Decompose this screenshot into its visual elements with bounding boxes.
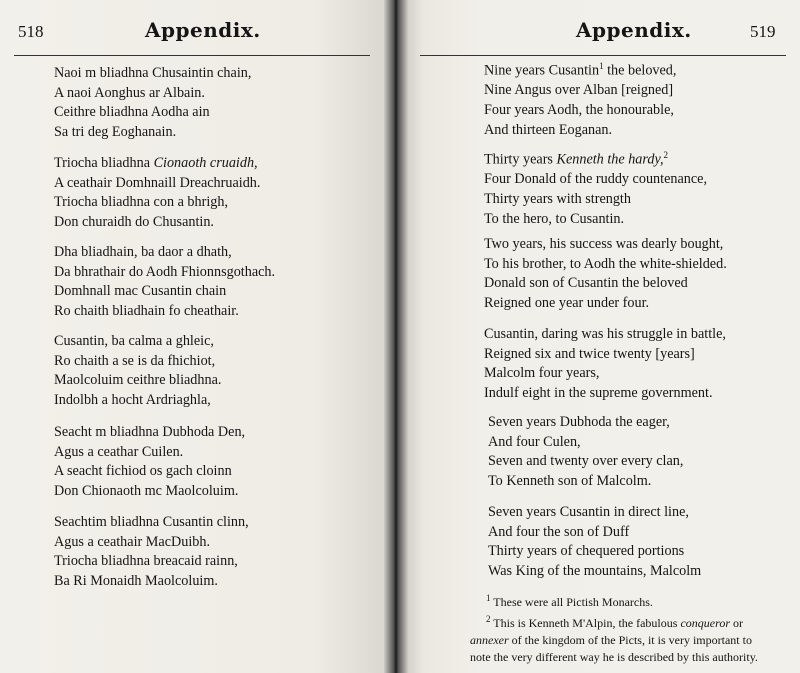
verse-line bbox=[400, 523, 701, 543]
verse-line bbox=[0, 391, 221, 411]
text-segment: Agus a ceathair MacDuibh. bbox=[54, 533, 211, 550]
verse-line bbox=[0, 64, 251, 84]
verse-line bbox=[0, 533, 249, 553]
verse-line bbox=[400, 364, 726, 384]
text-segment: Agus a ceathar Cuilen. bbox=[54, 443, 184, 460]
header-rule-left bbox=[14, 55, 370, 56]
text-segment: Cusantin, daring was his struggle in battle, bbox=[484, 326, 726, 342]
verse-line bbox=[0, 123, 251, 143]
text-segment: Indolbh a hocht Ardriaghla, bbox=[54, 391, 211, 408]
verse-line bbox=[0, 302, 275, 322]
text-segment: Seven and twenty over every clan, bbox=[488, 453, 684, 470]
text-segment: Thirty years of chequered portions bbox=[488, 543, 685, 560]
verse-line bbox=[400, 384, 726, 404]
footnote-line bbox=[470, 632, 758, 649]
text-segment: Seacht m bliadhna Dubhoda Den, bbox=[54, 424, 246, 440]
verse-line bbox=[400, 325, 726, 345]
text-segment: Thirty years with strength bbox=[484, 190, 631, 207]
text-segment: Seven years Cusantin in direct line, bbox=[488, 504, 689, 520]
verse-line bbox=[0, 371, 221, 391]
verse-line bbox=[400, 255, 727, 275]
text-segment: Reigned one year under four. bbox=[484, 294, 650, 311]
stanza bbox=[0, 423, 245, 501]
verse-line bbox=[0, 243, 275, 263]
italic-text: conqueror bbox=[680, 616, 730, 630]
text-segment: Domhnall mac Cusantin chain bbox=[54, 283, 227, 300]
running-head-right: Appendix. bbox=[576, 18, 692, 42]
text-segment: Dha bliadhain, ba daor a dhath, bbox=[54, 244, 232, 260]
stanza bbox=[400, 413, 683, 491]
text-segment: Four years Aodh, the honourable, bbox=[484, 101, 674, 118]
stanza bbox=[400, 146, 707, 229]
footnote-marker: 2 bbox=[486, 614, 491, 624]
text-segment: Triocha bliadhna con a bhrigh, bbox=[54, 194, 229, 211]
text-segment: Ro chaith bliadhain fo cheathair. bbox=[54, 302, 239, 319]
text-segment: Ceithre bliadhna Aodha ain bbox=[54, 104, 210, 121]
verse-line bbox=[0, 552, 249, 572]
text-segment: These were all Pictish Monarchs. bbox=[490, 595, 653, 609]
text-segment: Two years, his success was dearly bought, bbox=[484, 236, 724, 252]
text-segment: And four Culen, bbox=[488, 433, 581, 450]
stanza bbox=[400, 325, 726, 403]
text-segment: Da bhrathair do Aodh Fhionnsgothach. bbox=[54, 263, 276, 280]
stanza bbox=[0, 243, 275, 321]
text-segment: Ro chaith a se is da fhichiot, bbox=[54, 352, 216, 369]
text-segment: Seachtim bliadhna Cusantin clinn, bbox=[54, 514, 249, 530]
footnote-line bbox=[470, 649, 758, 666]
verse-line bbox=[0, 443, 245, 463]
verse-line bbox=[0, 213, 260, 233]
verse-line bbox=[0, 84, 251, 104]
verse-line bbox=[400, 472, 683, 492]
footnote-marker: 1 bbox=[486, 593, 491, 603]
verse-line bbox=[400, 542, 701, 562]
stanza bbox=[0, 332, 221, 410]
text-segment: Don churaidh do Chusantin. bbox=[54, 213, 214, 230]
verse-line bbox=[400, 433, 683, 453]
verse-line bbox=[0, 282, 275, 302]
stanza bbox=[400, 503, 701, 581]
text-segment: or bbox=[729, 616, 743, 630]
verse-line bbox=[400, 503, 701, 523]
stanza bbox=[400, 235, 727, 313]
text-segment: Indulf eight in the supreme government. bbox=[484, 384, 713, 401]
verse-line bbox=[0, 482, 245, 502]
footnote-marker: 2 bbox=[663, 150, 669, 160]
text-segment: Ba Ri Monaidh Maolcoluim. bbox=[54, 572, 218, 589]
verse-line bbox=[0, 174, 260, 194]
italic-text: Cionaoth cruaidh, bbox=[153, 155, 258, 171]
text-segment: Triocha bliadhna breacaid rainn, bbox=[54, 553, 238, 570]
footnotes bbox=[470, 590, 758, 666]
text-segment: note the very different way he is described by this authority. bbox=[470, 650, 758, 664]
verse-line bbox=[400, 170, 707, 190]
verse-line bbox=[400, 345, 726, 365]
text-segment: A seacht fichiod os gach cloinn bbox=[54, 463, 232, 480]
text-segment: Nine Angus over Alban [reigned] bbox=[484, 82, 674, 99]
verse-line bbox=[400, 101, 676, 121]
text-segment: Four Donald of the ruddy countenance, bbox=[484, 171, 707, 188]
text-segment: This is Kenneth M'Alpin, the fabulous bbox=[490, 616, 681, 630]
italic-text: Kenneth the hardy, bbox=[556, 151, 664, 168]
text-segment: of the kingdom of the Picts, it is very important to bbox=[508, 633, 752, 647]
verse-line bbox=[0, 263, 275, 283]
verse-line bbox=[400, 121, 676, 141]
verse-line bbox=[400, 452, 683, 472]
footnote-line bbox=[486, 611, 758, 632]
text-segment: A ceathair Domhnaill Dreachruaidh. bbox=[54, 174, 261, 191]
running-head-left: Appendix. bbox=[145, 18, 261, 42]
verse-line bbox=[0, 352, 221, 372]
text-segment: Donald son of Cusantin the beloved bbox=[484, 275, 688, 292]
text-segment: the beloved, bbox=[603, 62, 677, 79]
text-segment: Reigned six and twice twenty [years] bbox=[484, 345, 695, 362]
text-segment: Sa tri deg Eoghanain. bbox=[54, 123, 177, 140]
right-page bbox=[400, 0, 800, 673]
stanza bbox=[400, 57, 676, 140]
verse-line bbox=[400, 562, 701, 582]
verse-line bbox=[400, 81, 676, 101]
text-segment: Cusantin, ba calma a ghleic, bbox=[54, 333, 214, 349]
text-segment: To the hero, to Cusantin. bbox=[484, 210, 625, 227]
stanza bbox=[0, 513, 249, 591]
verse-line bbox=[0, 513, 249, 533]
text-segment: Maolcoluim ceithre bliadhna. bbox=[54, 372, 222, 389]
text-segment: And four the son of Duff bbox=[488, 523, 630, 540]
text-segment: To his brother, to Aodh the white-shielded. bbox=[484, 255, 727, 272]
book-gutter bbox=[384, 0, 408, 673]
verse-line bbox=[400, 190, 707, 210]
left-page bbox=[0, 0, 392, 673]
stanza bbox=[0, 64, 251, 142]
page-number-left: 518 bbox=[18, 22, 44, 41]
verse-line bbox=[400, 413, 683, 433]
text-segment: And thirteen Eoganan. bbox=[484, 121, 613, 138]
page-number-right: 519 bbox=[750, 22, 776, 41]
text-segment: Was King of the mountains, Malcolm bbox=[488, 562, 702, 579]
text-segment: To Kenneth son of Malcolm. bbox=[488, 472, 652, 489]
verse-line bbox=[0, 154, 260, 174]
text-segment: Nine years Cusantin bbox=[484, 62, 600, 79]
footnote-marker: 1 bbox=[599, 61, 604, 71]
italic-text: annexer bbox=[470, 633, 509, 647]
verse-line bbox=[400, 210, 707, 230]
verse-line bbox=[400, 274, 727, 294]
verse-line bbox=[0, 193, 260, 213]
verse-line bbox=[400, 235, 727, 255]
footnote-line bbox=[486, 590, 758, 611]
verse-line bbox=[0, 423, 245, 443]
verse-line bbox=[400, 146, 707, 170]
verse-line bbox=[0, 332, 221, 352]
text-segment: Triocha bliadhna bbox=[54, 155, 154, 171]
text-segment: Malcolm four years, bbox=[484, 365, 600, 382]
verse-line bbox=[400, 57, 676, 81]
text-segment: A naoi Aonghus ar Albain. bbox=[54, 84, 205, 101]
verse-line bbox=[0, 462, 245, 482]
verse-line bbox=[400, 294, 727, 314]
text-segment: Seven years Dubhoda the eager, bbox=[488, 414, 670, 430]
header-rule-right bbox=[420, 55, 786, 56]
text-segment: Naoi m bliadhna Chusaintin chain, bbox=[54, 65, 252, 81]
stanza bbox=[0, 154, 260, 232]
text-segment: Thirty years bbox=[484, 151, 557, 168]
verse-line bbox=[0, 103, 251, 123]
verse-line bbox=[0, 572, 249, 592]
text-segment: Don Chionaoth mc Maolcoluim. bbox=[54, 482, 239, 499]
